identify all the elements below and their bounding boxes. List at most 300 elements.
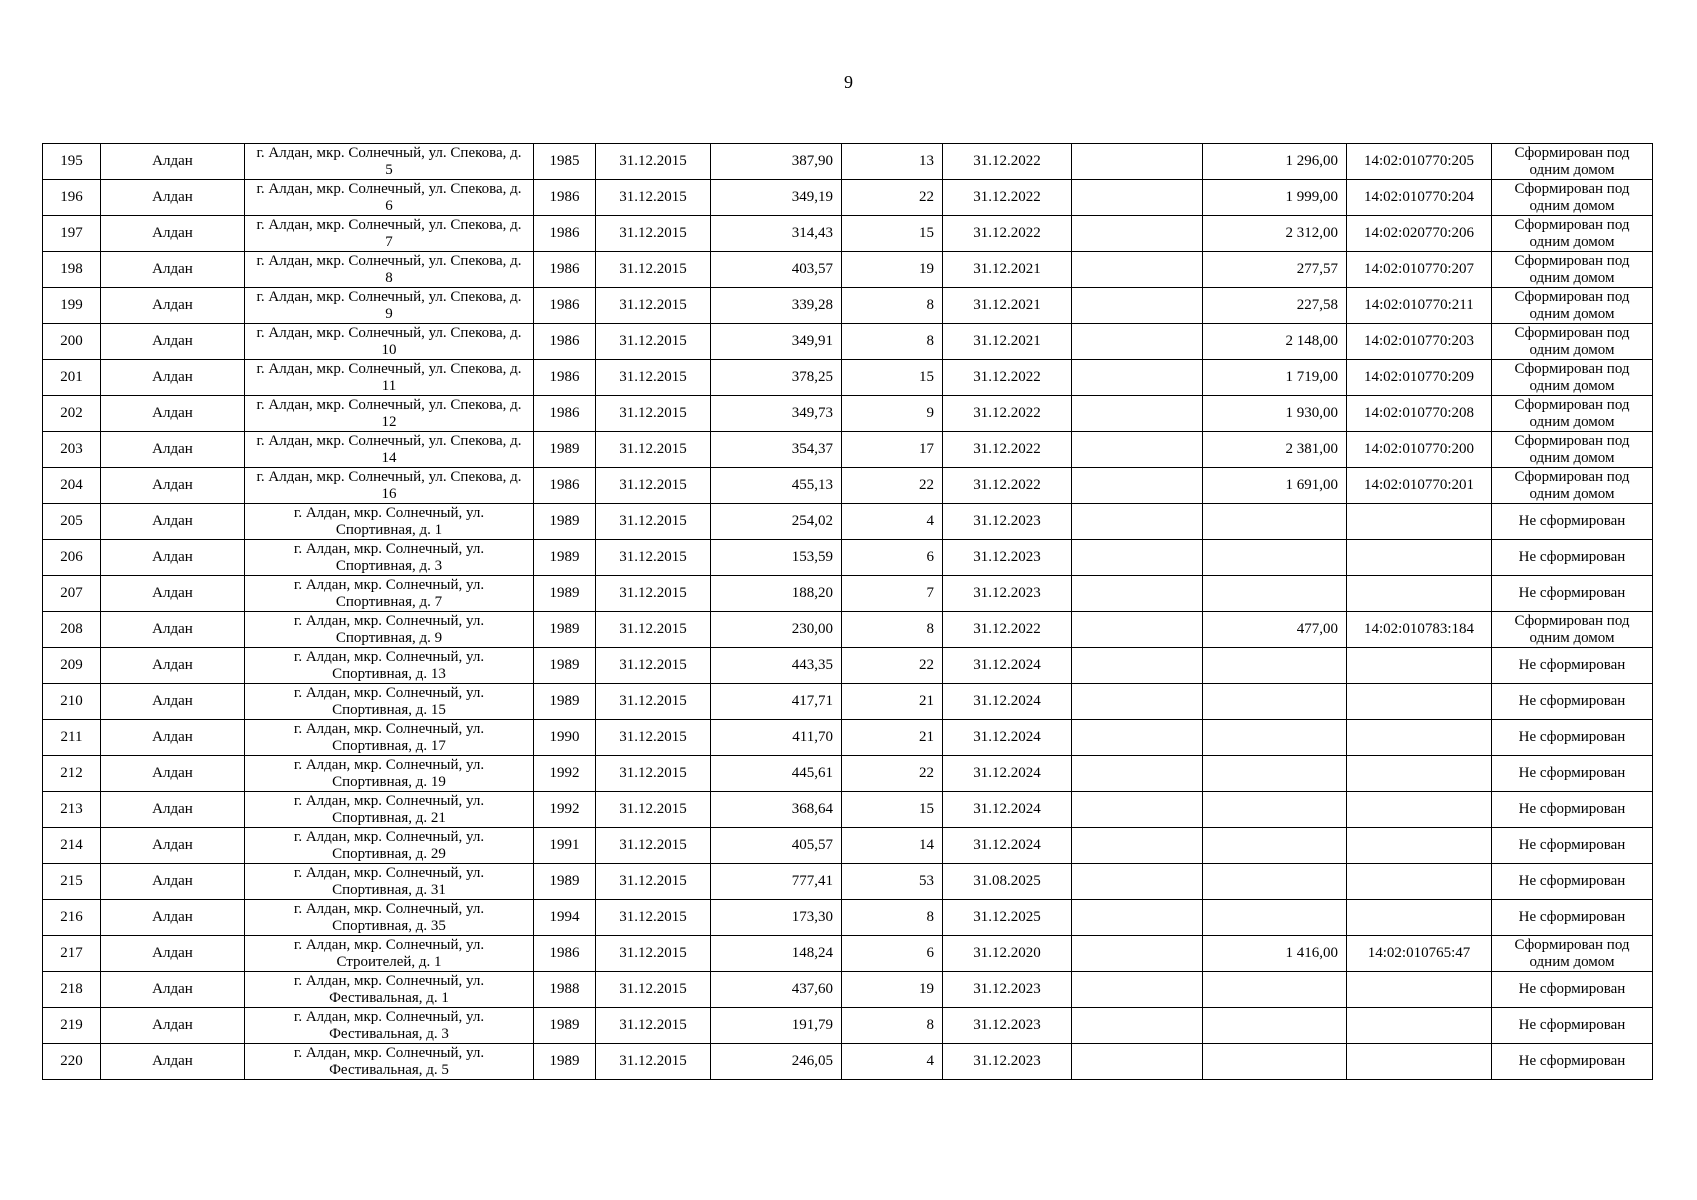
land-status-cell: Не сформирован — [1492, 900, 1653, 936]
land-area-cell: 1 296,00 — [1203, 144, 1347, 180]
build-year-cell: 1992 — [534, 792, 596, 828]
land-status-cell: Сформирован под одним домом — [1492, 396, 1653, 432]
table-row — [43, 900, 1653, 936]
table-row — [43, 756, 1653, 792]
recognition-date-cell: 31.12.2015 — [596, 972, 711, 1008]
page-number: 9 — [844, 72, 853, 92]
residents-cell: 22 — [842, 648, 943, 684]
cadastral-number-cell — [1347, 684, 1492, 720]
table-row — [43, 972, 1653, 1008]
land-area-cell: 1 930,00 — [1203, 396, 1347, 432]
address-cell: г. Алдан, мкр. Солнечный, ул. Спекова, д. 14 — [245, 432, 534, 468]
row-number-cell: 208 — [43, 612, 101, 648]
city-cell: Алдан — [101, 252, 245, 288]
row-number-cell: 204 — [43, 468, 101, 504]
table-row — [43, 396, 1653, 432]
cadastral-number-cell — [1347, 900, 1492, 936]
row-number-cell: 200 — [43, 324, 101, 360]
area-cell: 254,02 — [711, 504, 842, 540]
city-cell: Алдан — [101, 144, 245, 180]
city-cell: Алдан — [101, 576, 245, 612]
table-row — [43, 684, 1653, 720]
residents-cell: 9 — [842, 396, 943, 432]
recognition-date-cell: 31.12.2015 — [596, 504, 711, 540]
cadastral-number-cell — [1347, 720, 1492, 756]
planned-date-cell: 31.12.2020 — [943, 936, 1072, 972]
empty-cell — [1072, 864, 1203, 900]
land-area-cell — [1203, 540, 1347, 576]
row-number-cell: 207 — [43, 576, 101, 612]
planned-date-cell: 31.12.2024 — [943, 756, 1072, 792]
build-year-cell: 1991 — [534, 828, 596, 864]
land-status-cell: Сформирован под одним домом — [1492, 432, 1653, 468]
cadastral-number-cell — [1347, 792, 1492, 828]
planned-date-cell: 31.12.2022 — [943, 216, 1072, 252]
address-cell: г. Алдан, мкр. Солнечный, ул. Спортивная, д. 3 — [245, 540, 534, 576]
city-cell: Алдан — [101, 792, 245, 828]
residents-cell: 8 — [842, 1008, 943, 1044]
city-cell: Алдан — [101, 720, 245, 756]
planned-date-cell: 31.08.2025 — [943, 864, 1072, 900]
row-number-cell: 196 — [43, 180, 101, 216]
land-status-cell: Сформирован под одним домом — [1492, 936, 1653, 972]
residents-cell: 22 — [842, 180, 943, 216]
land-status-cell: Сформирован под одним домом — [1492, 180, 1653, 216]
address-cell: г. Алдан, мкр. Солнечный, ул. Спекова, д. 6 — [245, 180, 534, 216]
land-area-cell — [1203, 576, 1347, 612]
land-area-cell: 2 148,00 — [1203, 324, 1347, 360]
empty-cell — [1072, 396, 1203, 432]
table-row — [43, 648, 1653, 684]
land-area-cell — [1203, 648, 1347, 684]
empty-cell — [1072, 648, 1203, 684]
build-year-cell: 1989 — [534, 648, 596, 684]
residents-cell: 17 — [842, 432, 943, 468]
address-cell: г. Алдан, мкр. Солнечный, ул. Спекова, д. 7 — [245, 216, 534, 252]
table-row — [43, 792, 1653, 828]
land-status-cell: Не сформирован — [1492, 1044, 1653, 1080]
row-number-cell: 209 — [43, 648, 101, 684]
table-row — [43, 1044, 1653, 1080]
recognition-date-cell: 31.12.2015 — [596, 288, 711, 324]
city-cell: Алдан — [101, 396, 245, 432]
table-row — [43, 216, 1653, 252]
cadastral-number-cell: 14:02:010770:204 — [1347, 180, 1492, 216]
row-number-cell: 216 — [43, 900, 101, 936]
housing-registry-table — [42, 143, 1653, 1080]
area-cell: 153,59 — [711, 540, 842, 576]
recognition-date-cell: 31.12.2015 — [596, 720, 711, 756]
residents-cell: 15 — [842, 216, 943, 252]
planned-date-cell: 31.12.2021 — [943, 324, 1072, 360]
residents-cell: 15 — [842, 792, 943, 828]
cadastral-number-cell — [1347, 504, 1492, 540]
empty-cell — [1072, 432, 1203, 468]
cadastral-number-cell — [1347, 1044, 1492, 1080]
cadastral-number-cell: 14:02:010765:47 — [1347, 936, 1492, 972]
recognition-date-cell: 31.12.2015 — [596, 936, 711, 972]
cadastral-number-cell — [1347, 540, 1492, 576]
build-year-cell: 1989 — [534, 684, 596, 720]
table-row — [43, 864, 1653, 900]
area-cell: 411,70 — [711, 720, 842, 756]
empty-cell — [1072, 684, 1203, 720]
address-cell: г. Алдан, мкр. Солнечный, ул. Спортивная, д. 19 — [245, 756, 534, 792]
address-cell: г. Алдан, мкр. Солнечный, ул. Фестивальная, д. 3 — [245, 1008, 534, 1044]
area-cell: 405,57 — [711, 828, 842, 864]
city-cell: Алдан — [101, 756, 245, 792]
cadastral-number-cell: 14:02:010770:208 — [1347, 396, 1492, 432]
area-cell: 246,05 — [711, 1044, 842, 1080]
land-area-cell — [1203, 756, 1347, 792]
land-status-cell: Не сформирован — [1492, 1008, 1653, 1044]
area-cell: 339,28 — [711, 288, 842, 324]
empty-cell — [1072, 288, 1203, 324]
address-cell: г. Алдан, мкр. Солнечный, ул. Спекова, д. 9 — [245, 288, 534, 324]
build-year-cell: 1986 — [534, 288, 596, 324]
area-cell: 368,64 — [711, 792, 842, 828]
residents-cell: 8 — [842, 612, 943, 648]
table-row — [43, 468, 1653, 504]
empty-cell — [1072, 540, 1203, 576]
land-status-cell: Сформирован под одним домом — [1492, 468, 1653, 504]
address-cell: г. Алдан, мкр. Солнечный, ул. Спортивная, д. 1 — [245, 504, 534, 540]
address-cell: г. Алдан, мкр. Солнечный, ул. Спортивная, д. 35 — [245, 900, 534, 936]
cadastral-number-cell: 14:02:010770:200 — [1347, 432, 1492, 468]
planned-date-cell: 31.12.2021 — [943, 252, 1072, 288]
planned-date-cell: 31.12.2023 — [943, 1008, 1072, 1044]
row-number-cell: 211 — [43, 720, 101, 756]
residents-cell: 8 — [842, 288, 943, 324]
area-cell: 354,37 — [711, 432, 842, 468]
recognition-date-cell: 31.12.2015 — [596, 576, 711, 612]
planned-date-cell: 31.12.2024 — [943, 720, 1072, 756]
empty-cell — [1072, 1044, 1203, 1080]
recognition-date-cell: 31.12.2015 — [596, 648, 711, 684]
land-area-cell — [1203, 792, 1347, 828]
build-year-cell: 1992 — [534, 756, 596, 792]
area-cell: 314,43 — [711, 216, 842, 252]
city-cell: Алдан — [101, 972, 245, 1008]
table-row — [43, 432, 1653, 468]
planned-date-cell: 31.12.2024 — [943, 828, 1072, 864]
land-area-cell — [1203, 504, 1347, 540]
residents-cell: 4 — [842, 504, 943, 540]
land-status-cell: Не сформирован — [1492, 972, 1653, 1008]
residents-cell: 15 — [842, 360, 943, 396]
empty-cell — [1072, 972, 1203, 1008]
area-cell: 148,24 — [711, 936, 842, 972]
build-year-cell: 1989 — [534, 1008, 596, 1044]
city-cell: Алдан — [101, 504, 245, 540]
land-status-cell: Не сформирован — [1492, 576, 1653, 612]
row-number-cell: 205 — [43, 504, 101, 540]
area-cell: 349,91 — [711, 324, 842, 360]
residents-cell: 4 — [842, 1044, 943, 1080]
row-number-cell: 199 — [43, 288, 101, 324]
city-cell: Алдан — [101, 360, 245, 396]
cadastral-number-cell: 14:02:010770:209 — [1347, 360, 1492, 396]
land-area-cell: 1 691,00 — [1203, 468, 1347, 504]
table-row — [43, 252, 1653, 288]
planned-date-cell: 31.12.2024 — [943, 684, 1072, 720]
land-area-cell — [1203, 720, 1347, 756]
city-cell: Алдан — [101, 900, 245, 936]
empty-cell — [1072, 720, 1203, 756]
planned-date-cell: 31.12.2024 — [943, 792, 1072, 828]
recognition-date-cell: 31.12.2015 — [596, 180, 711, 216]
city-cell: Алдан — [101, 1044, 245, 1080]
table-row — [43, 180, 1653, 216]
residents-cell: 21 — [842, 720, 943, 756]
city-cell: Алдан — [101, 612, 245, 648]
recognition-date-cell: 31.12.2015 — [596, 360, 711, 396]
row-number-cell: 215 — [43, 864, 101, 900]
residents-cell: 6 — [842, 936, 943, 972]
land-status-cell: Сформирован под одним домом — [1492, 144, 1653, 180]
build-year-cell: 1990 — [534, 720, 596, 756]
cadastral-number-cell — [1347, 972, 1492, 1008]
land-area-cell: 2 381,00 — [1203, 432, 1347, 468]
planned-date-cell: 31.12.2022 — [943, 180, 1072, 216]
residents-cell: 8 — [842, 324, 943, 360]
area-cell: 437,60 — [711, 972, 842, 1008]
address-cell: г. Алдан, мкр. Солнечный, ул. Спортивная, д. 13 — [245, 648, 534, 684]
empty-cell — [1072, 144, 1203, 180]
address-cell: г. Алдан, мкр. Солнечный, ул. Спекова, д. 12 — [245, 396, 534, 432]
row-number-cell: 219 — [43, 1008, 101, 1044]
area-cell: 455,13 — [711, 468, 842, 504]
cadastral-number-cell — [1347, 756, 1492, 792]
land-area-cell: 1 999,00 — [1203, 180, 1347, 216]
build-year-cell: 1986 — [534, 468, 596, 504]
recognition-date-cell: 31.12.2015 — [596, 792, 711, 828]
land-status-cell: Не сформирован — [1492, 720, 1653, 756]
empty-cell — [1072, 900, 1203, 936]
residents-cell: 21 — [842, 684, 943, 720]
recognition-date-cell: 31.12.2015 — [596, 468, 711, 504]
build-year-cell: 1986 — [534, 360, 596, 396]
empty-cell — [1072, 612, 1203, 648]
city-cell: Алдан — [101, 828, 245, 864]
row-number-cell: 212 — [43, 756, 101, 792]
empty-cell — [1072, 1008, 1203, 1044]
row-number-cell: 197 — [43, 216, 101, 252]
address-cell: г. Алдан, мкр. Солнечный, ул. Спекова, д. 16 — [245, 468, 534, 504]
recognition-date-cell: 31.12.2015 — [596, 324, 711, 360]
residents-cell: 13 — [842, 144, 943, 180]
build-year-cell: 1989 — [534, 432, 596, 468]
land-area-cell — [1203, 972, 1347, 1008]
land-status-cell: Не сформирован — [1492, 792, 1653, 828]
land-status-cell: Не сформирован — [1492, 648, 1653, 684]
address-cell: г. Алдан, мкр. Солнечный, ул. Спекова, д. 10 — [245, 324, 534, 360]
city-cell: Алдан — [101, 216, 245, 252]
address-cell: г. Алдан, мкр. Солнечный, ул. Фестивальная, д. 1 — [245, 972, 534, 1008]
land-status-cell: Не сформирован — [1492, 864, 1653, 900]
planned-date-cell: 31.12.2023 — [943, 504, 1072, 540]
planned-date-cell: 31.12.2023 — [943, 972, 1072, 1008]
area-cell: 349,73 — [711, 396, 842, 432]
empty-cell — [1072, 756, 1203, 792]
row-number-cell: 198 — [43, 252, 101, 288]
empty-cell — [1072, 576, 1203, 612]
planned-date-cell: 31.12.2022 — [943, 468, 1072, 504]
build-year-cell: 1985 — [534, 144, 596, 180]
row-number-cell: 195 — [43, 144, 101, 180]
row-number-cell: 218 — [43, 972, 101, 1008]
row-number-cell: 202 — [43, 396, 101, 432]
empty-cell — [1072, 936, 1203, 972]
city-cell: Алдан — [101, 180, 245, 216]
address-cell: г. Алдан, мкр. Солнечный, ул. Спекова, д. 8 — [245, 252, 534, 288]
land-status-cell: Не сформирован — [1492, 756, 1653, 792]
build-year-cell: 1989 — [534, 504, 596, 540]
recognition-date-cell: 31.12.2015 — [596, 1044, 711, 1080]
residents-cell: 22 — [842, 756, 943, 792]
empty-cell — [1072, 216, 1203, 252]
planned-date-cell: 31.12.2022 — [943, 360, 1072, 396]
recognition-date-cell: 31.12.2015 — [596, 432, 711, 468]
land-area-cell: 227,58 — [1203, 288, 1347, 324]
table-row — [43, 1008, 1653, 1044]
area-cell: 417,71 — [711, 684, 842, 720]
build-year-cell: 1989 — [534, 612, 596, 648]
residents-cell: 53 — [842, 864, 943, 900]
row-number-cell: 206 — [43, 540, 101, 576]
area-cell: 230,00 — [711, 612, 842, 648]
build-year-cell: 1989 — [534, 540, 596, 576]
address-cell: г. Алдан, мкр. Солнечный, ул. Фестивальная, д. 5 — [245, 1044, 534, 1080]
recognition-date-cell: 31.12.2015 — [596, 252, 711, 288]
cadastral-number-cell: 14:02:010770:205 — [1347, 144, 1492, 180]
table-row — [43, 288, 1653, 324]
land-area-cell: 2 312,00 — [1203, 216, 1347, 252]
table-row — [43, 504, 1653, 540]
address-cell: г. Алдан, мкр. Солнечный, ул. Спортивная, д. 17 — [245, 720, 534, 756]
row-number-cell: 201 — [43, 360, 101, 396]
land-area-cell — [1203, 1008, 1347, 1044]
empty-cell — [1072, 828, 1203, 864]
area-cell: 378,25 — [711, 360, 842, 396]
land-area-cell: 277,57 — [1203, 252, 1347, 288]
build-year-cell: 1989 — [534, 864, 596, 900]
cadastral-number-cell — [1347, 1008, 1492, 1044]
land-area-cell — [1203, 900, 1347, 936]
city-cell: Алдан — [101, 468, 245, 504]
build-year-cell: 1986 — [534, 936, 596, 972]
address-cell: г. Алдан, мкр. Солнечный, ул. Спортивная, д. 15 — [245, 684, 534, 720]
planned-date-cell: 31.12.2023 — [943, 576, 1072, 612]
build-year-cell: 1986 — [534, 252, 596, 288]
build-year-cell: 1989 — [534, 1044, 596, 1080]
build-year-cell: 1986 — [534, 180, 596, 216]
table-row — [43, 576, 1653, 612]
cadastral-number-cell: 14:02:020770:206 — [1347, 216, 1492, 252]
table-row — [43, 720, 1653, 756]
land-status-cell: Сформирован под одним домом — [1492, 324, 1653, 360]
recognition-date-cell: 31.12.2015 — [596, 828, 711, 864]
land-area-cell: 1 416,00 — [1203, 936, 1347, 972]
area-cell: 387,90 — [711, 144, 842, 180]
land-area-cell — [1203, 864, 1347, 900]
city-cell: Алдан — [101, 1008, 245, 1044]
land-status-cell: Не сформирован — [1492, 828, 1653, 864]
land-status-cell: Не сформирован — [1492, 684, 1653, 720]
recognition-date-cell: 31.12.2015 — [596, 612, 711, 648]
cadastral-number-cell — [1347, 648, 1492, 684]
residents-cell: 14 — [842, 828, 943, 864]
cadastral-number-cell: 14:02:010770:207 — [1347, 252, 1492, 288]
address-cell: г. Алдан, мкр. Солнечный, ул. Спортивная, д. 29 — [245, 828, 534, 864]
area-cell: 777,41 — [711, 864, 842, 900]
empty-cell — [1072, 360, 1203, 396]
residents-cell: 19 — [842, 972, 943, 1008]
city-cell: Алдан — [101, 684, 245, 720]
planned-date-cell: 31.12.2024 — [943, 648, 1072, 684]
address-cell: г. Алдан, мкр. Солнечный, ул. Спортивная, д. 7 — [245, 576, 534, 612]
recognition-date-cell: 31.12.2015 — [596, 216, 711, 252]
planned-date-cell: 31.12.2023 — [943, 1044, 1072, 1080]
cadastral-number-cell: 14:02:010770:211 — [1347, 288, 1492, 324]
row-number-cell: 220 — [43, 1044, 101, 1080]
city-cell: Алдан — [101, 324, 245, 360]
land-area-cell — [1203, 1044, 1347, 1080]
area-cell: 188,20 — [711, 576, 842, 612]
area-cell: 443,35 — [711, 648, 842, 684]
table-row — [43, 828, 1653, 864]
city-cell: Алдан — [101, 648, 245, 684]
empty-cell — [1072, 504, 1203, 540]
build-year-cell: 1986 — [534, 324, 596, 360]
table-row — [43, 360, 1653, 396]
recognition-date-cell: 31.12.2015 — [596, 684, 711, 720]
land-area-cell — [1203, 828, 1347, 864]
planned-date-cell: 31.12.2025 — [943, 900, 1072, 936]
cadastral-number-cell — [1347, 828, 1492, 864]
recognition-date-cell: 31.12.2015 — [596, 900, 711, 936]
row-number-cell: 217 — [43, 936, 101, 972]
empty-cell — [1072, 792, 1203, 828]
area-cell: 349,19 — [711, 180, 842, 216]
table-row — [43, 936, 1653, 972]
table-row — [43, 324, 1653, 360]
empty-cell — [1072, 252, 1203, 288]
table-row — [43, 612, 1653, 648]
land-status-cell: Не сформирован — [1492, 540, 1653, 576]
cadastral-number-cell — [1347, 576, 1492, 612]
recognition-date-cell: 31.12.2015 — [596, 540, 711, 576]
residents-cell: 8 — [842, 900, 943, 936]
table-body — [43, 144, 1653, 1080]
cadastral-number-cell: 14:02:010783:184 — [1347, 612, 1492, 648]
area-cell: 445,61 — [711, 756, 842, 792]
city-cell: Алдан — [101, 936, 245, 972]
residents-cell: 7 — [842, 576, 943, 612]
address-cell: г. Алдан, мкр. Солнечный, ул. Спортивная, д. 31 — [245, 864, 534, 900]
recognition-date-cell: 31.12.2015 — [596, 396, 711, 432]
address-cell: г. Алдан, мкр. Солнечный, ул. Спекова, д. 11 — [245, 360, 534, 396]
residents-cell: 6 — [842, 540, 943, 576]
row-number-cell: 214 — [43, 828, 101, 864]
row-number-cell: 210 — [43, 684, 101, 720]
land-status-cell: Не сформирован — [1492, 504, 1653, 540]
address-cell: г. Алдан, мкр. Солнечный, ул. Строителей, д. 1 — [245, 936, 534, 972]
area-cell: 403,57 — [711, 252, 842, 288]
city-cell: Алдан — [101, 540, 245, 576]
land-status-cell: Сформирован под одним домом — [1492, 252, 1653, 288]
land-status-cell: Сформирован под одним домом — [1492, 216, 1653, 252]
